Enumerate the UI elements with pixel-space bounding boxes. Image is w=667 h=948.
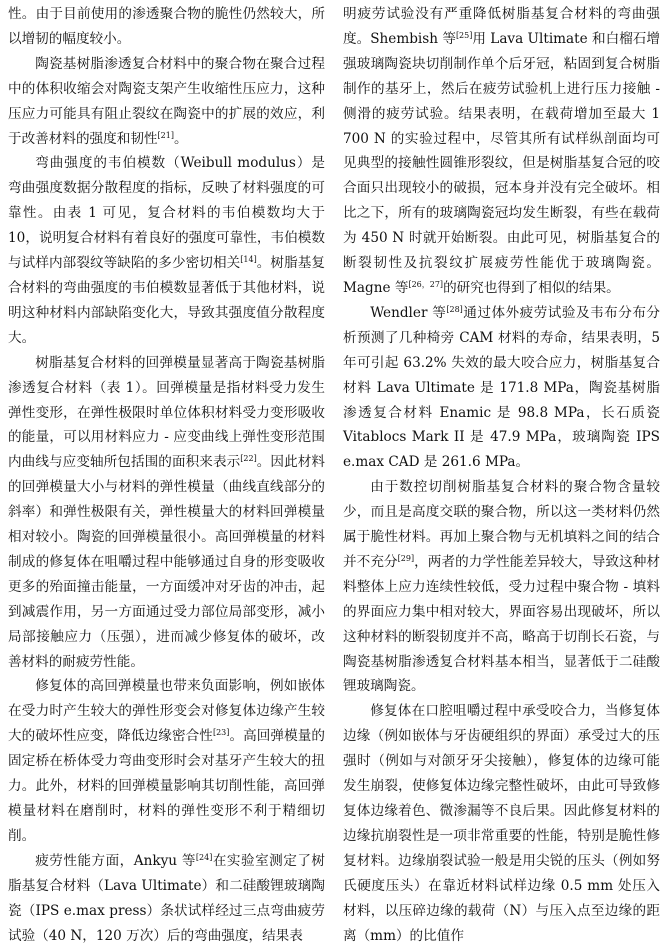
paragraph: 树脂基复合材料的回弹模量显著高于陶瓷基树脂渗透复合材料（表 1）。回弹模量是指材料受力发生弹性变形，在弹性极限时单位体积材料受力变形吸收的能量，可以用材料应力 - 应变曲线上弹性变形范围内曲线与应变轴所包括围的面积来表示[22]。因此材料的回弹模量大小与材料的弹性模量（曲线直线部分的斜率）和弹性极限有关，弹性模量大的材料回弹模量相对较小。陶瓷的回弹模量很小。高回弹模量的材料制成的修复体在咀嚼过程中能够通过自身的形变吸收更多的殆面撞击能量，一方面缓冲对牙齿的冲击，起到减震作用，另一方面通过受力部位局部变形，减小局部接触应力（压强），进而减少修复体的破坏，改善材料的耐疲劳性能。 xyxy=(8,354,326,670)
paragraph: 陶瓷基树脂渗透复合材料中的聚合物在聚合过程中的体积收缩会对陶瓷支架产生收缩性压应力，这种压应力可能具有阻止裂纹在陶瓷中的扩展的效应，利于改善材料的强度和韧性[21]。 xyxy=(8,55,325,147)
paragraph: 修复体的高回弹模量也带来负面影响，例如嵌体在受力时产生较大的弹性形变会对修复体边缘产生较大的破坏性应变，降低边缘密合性[23]。高回弹模量的固定桥在桥体受力弯曲变形时会对基牙产生较大的扭力。此外，材料的回弹模量影响其切削性能，高回弹模量材料在磨削时，材料的弹性变形不利于精细切削。 xyxy=(8,678,326,844)
left-column xyxy=(8,2,325,948)
right-column xyxy=(343,2,660,948)
citation: [28] xyxy=(446,304,463,314)
citation: [21] xyxy=(157,130,174,140)
citation: [22] xyxy=(240,454,257,464)
citation: [24] xyxy=(195,852,213,862)
paragraph: 性。由于目前使用的渗透聚合物的脆性仍然较大，所以增韧的幅度较小。 xyxy=(8,6,325,47)
citation: [23] xyxy=(212,728,230,738)
paragraph: 由于数控切削树脂基复合材料的聚合物含量较少，而且是高度交联的聚合物，所以这一类材料仍然属于脆性材料。再加上聚合物与无机填料之间的结合并不充分[29]，两者的力学性能差异较大，导致这种材料整体上应力连续性较低，受力过程中聚合物 - 填料的界面应力集中相对较大，界面容易出现破坏，所以这种材料的断裂韧度并不高，略高于切削长石瓷，与陶瓷基树脂渗透复合材料基本相当，显著低于二硅酸锂玻璃陶瓷。 xyxy=(343,479,661,695)
paragraph: 修复体在口腔咀嚼过程中承受咬合力，当修复体边缘（例如嵌体与牙齿硬组织的界面）承受过大的压强时（例如与对颌牙牙尖接触），修复体的边缘可能发生崩裂，使修复体边缘完整性破坏，由此可导致修复体边缘着色、微渗漏等不良后果。因此修复材料的边缘抗崩裂性是一项非常重要的性能，特别是脆性修复材料。边缘崩裂试验一般是用尖锐的压头（例如努氏硬度压头）在靠近材料试样边缘 0.5 mm 处压入材料，以压碎边缘的载荷（N）与压入点至边缘的距离（mm）的比值作 xyxy=(343,703,660,944)
citation: [26，27] xyxy=(408,279,444,289)
citation: [29] xyxy=(397,553,415,563)
paragraph: Wendler 等[28]通过体外疲劳试验及韦布分布分析预测了几种椅旁 CAM 材料的寿命，结果表明，5 年可引起 63.2% 失效的最大咬合应力，树脂基复合材料 Lava Ultimate 是 171.8 MPa，陶瓷基树脂渗透复合材料 Enamic 是 98.8 MPa，长石质瓷 Vitablocs Mark II 是 47.9 MPa，玻璃陶瓷 IPS e.max CAD 是 261.6 MPa。 xyxy=(343,304,661,471)
citation: [25] xyxy=(455,30,473,40)
citation: [14] xyxy=(240,255,257,265)
paragraph: 疲劳性能方面，Ankyu 等[24]在实验室测定了树脂基复合材料（Lava Ultimate）和二硅酸锂玻璃陶瓷（IPS e.max press）条状试样经过三点弯曲疲劳试验（40 N，120 万次）后的弯曲强度，结果表 xyxy=(8,852,325,944)
paragraph: 弯曲强度的韦伯模数（Weibull modulus）是弯曲强度数据分散程度的指标，反映了材料强度的可靠性。由表 1 可见，复合材料的韦伯模数均大于 10，说明复合材料有着良好的强度可靠性，韦伯模数与试样内部裂纹等缺陷的多少密切相关[14]。树脂基复合材料的弯曲强度的韦伯模数显著低于其他材料，说明这种材料内部缺陷变化大，导致其强度值分散程度大。 xyxy=(8,155,326,346)
paragraph: 明疲劳试验没有严重降低树脂基复合材料的弯曲强度。Shembish 等[25]用 Lava Ultimate 和白榴石增强玻璃陶瓷块切削制作单个后牙冠，粘固到复合树脂制作的基牙上，然后在疲劳试验机上进行压力接触 - 侧滑的疲劳试验。结果表明，在载荷增加至最大 1 700 N 的实验过程中，尽管其所有试样纵剖面均可见典型的接触性圆锥形裂纹，但是树脂基复合冠的咬合面只出现较小的破损，冠本身并没有完全破坏。相比之下，所有的玻璃陶瓷冠均发生断裂，有些在载荷为 450 N 时就开始断裂。由此可见，树脂基复合的断裂韧性及抗裂纹扩展疲劳性能优于玻璃陶瓷。Magne 等[26，27]的研究也得到了相似的结果。 xyxy=(343,6,661,296)
